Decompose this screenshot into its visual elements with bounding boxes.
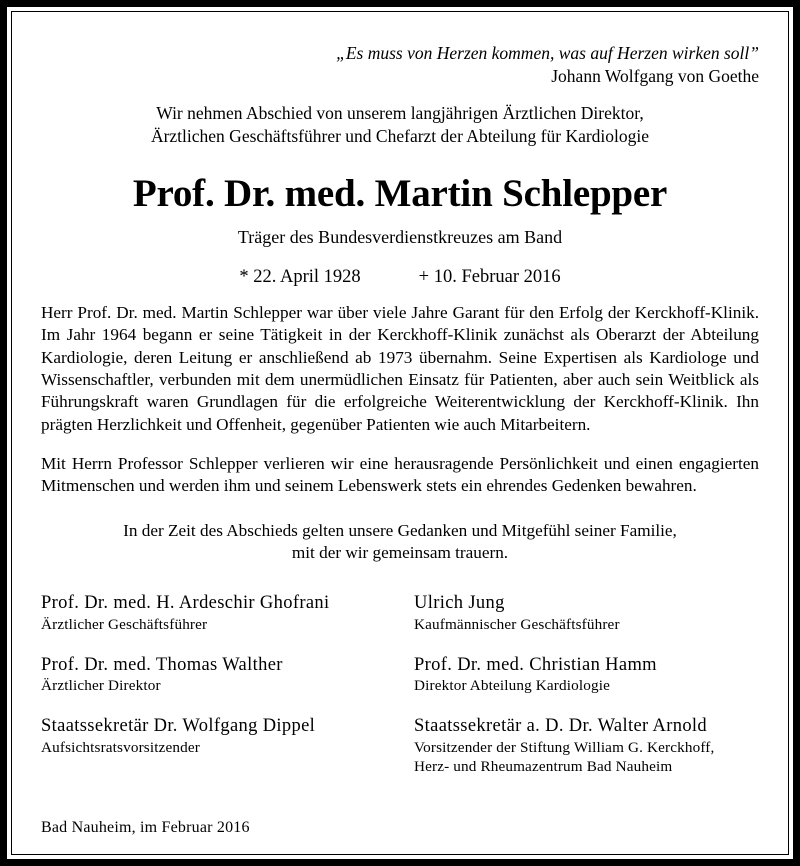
signatory-name: Staatssekretär Dr. Wolfgang Dippel <box>41 716 316 737</box>
signatory-role: Kaufmännischer Geschäftsführer <box>414 615 620 633</box>
signatory-role: Direktor Abteilung Kardiologie <box>414 677 610 695</box>
quotation-text: „Es muss von Herzen kommen, was auf Herzen wirken soll” <box>336 43 759 63</box>
signatory-column-right <box>400 592 759 796</box>
deceased-name: Prof. Dr. med. Martin Schlepper <box>132 172 668 216</box>
intro-line-2: Ärztlichen Geschäftsführer und Chefarzt der Abteilung für Kardiologie <box>150 125 650 146</box>
body-paragraph-2: Mit Herrn Professor Schlepper verlieren wir eine herausragende Persönlichkeit und einen engagierten Mitmenschen und werden ihm und seinem Lebenswerk stets ein ehrendes Gedenken bewahren. <box>41 453 759 496</box>
death-date: + 10. Februar 2016 <box>418 266 561 287</box>
signatory-role: Vorsitzender der Stiftung William G. Kerckhoff, <box>414 739 715 757</box>
signatory-name: Prof. Dr. med. Christian Hamm <box>414 654 657 675</box>
signatory-entry <box>41 592 400 634</box>
footer-block <box>41 818 759 837</box>
closing-block <box>41 520 759 565</box>
signatory-name: Prof. Dr. med. H. Ardeschir Ghofrani <box>41 593 330 614</box>
signatory-role-continued: Herz- und Rheumazentrum Bad Nauheim <box>414 758 673 776</box>
intro-line-1: Wir nehmen Abschied von unserem langjährigen Ärztlichen Direktor, <box>156 102 644 123</box>
signatory-role: Ärztlicher Geschäftsführer <box>41 615 208 633</box>
deceased-dates <box>41 266 759 288</box>
signatory-role: Aufsichtsratsvorsitzender <box>41 739 200 757</box>
signatory-name: Ulrich Jung <box>414 593 505 614</box>
signatory-entry <box>41 715 400 757</box>
body-text <box>41 302 759 498</box>
signatory-name: Staatssekretär a. D. Dr. Walter Arnold <box>414 716 708 737</box>
signatory-column-left <box>41 592 400 796</box>
notice-content <box>12 12 788 854</box>
signatory-role: Ärztlicher Direktor <box>41 677 161 695</box>
closing-line-1: In der Zeit des Abschieds gelten unsere Gedanken und Mitgefühl seiner Familie, <box>123 520 677 540</box>
quotation-block <box>41 42 759 89</box>
quotation-author: Johann Wolfgang von Goethe <box>551 66 759 87</box>
signatory-entry <box>41 654 400 696</box>
signatory-block <box>41 592 759 796</box>
signatory-name: Prof. Dr. med. Thomas Walther <box>41 654 283 675</box>
intro-block <box>41 102 759 148</box>
signatory-entry <box>414 654 759 696</box>
notice-inner-frame <box>11 11 789 855</box>
closing-line-2: mit der wir gemeinsam trauern. <box>291 543 509 563</box>
birth-date: * 22. April 1928 <box>239 266 361 287</box>
place-and-date: Bad Nauheim, im Februar 2016 <box>41 819 250 837</box>
body-paragraph-1: Herr Prof. Dr. med. Martin Schlepper war über viele Jahre Garant für den Erfolg der Kerckhoff-Klinik. Im Jahr 1964 begann er seine Tätigkeit in der Kerckhoff-Klinik zunächst als Oberarzt der Abteilung Kardiologie, deren Leitung er anschließend ab 1973 übernahm. Seine Expertisen als Kardiologe und Wissenschaftler, verbunden mit dem unermüdlichen Einsatz für Patienten, aber auch sein Weitblick als Führungskraft waren Grundlagen für die erfolgreiche Weiterentwicklung der Kerckhoff-Klinik. Ihn prägten Herzlichkeit und Offenheit, gegenüber Patienten wie auch Mitarbeitern. <box>41 302 759 434</box>
signatory-entry <box>414 715 759 776</box>
signatory-entry <box>414 592 759 634</box>
deceased-honor: Träger des Bundesverdienstkreuzes am Band <box>237 227 563 247</box>
